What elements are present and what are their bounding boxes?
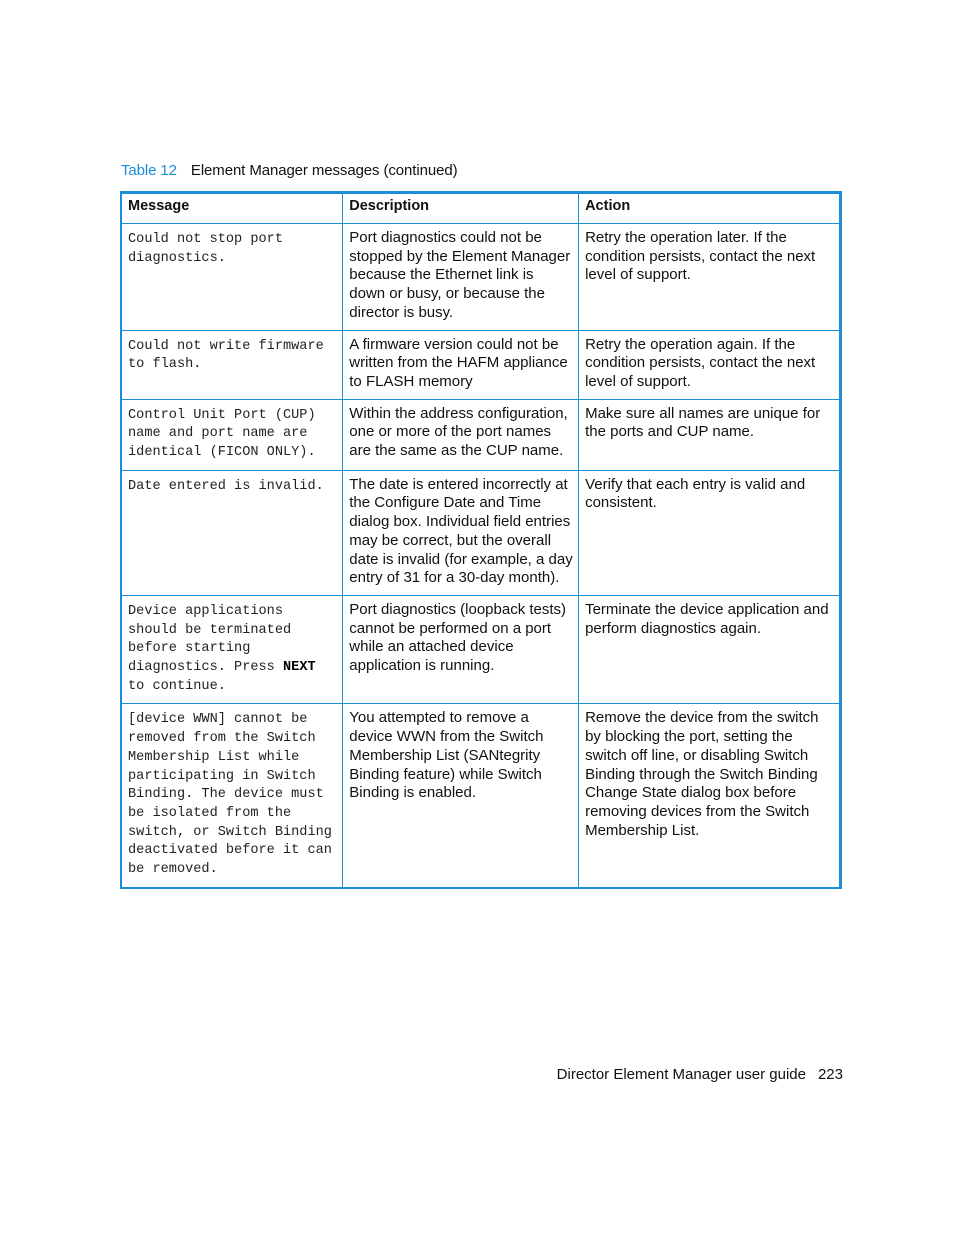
table-title: Element Manager messages (continued) [190, 162, 458, 179]
header-description: Description [343, 193, 579, 224]
message-text: Device applications should be terminated before starting diagnostics. Press [128, 603, 292, 676]
table-row [121, 704, 841, 888]
guide-title: Director Element Manager user guide [556, 1066, 806, 1083]
table-row [121, 399, 841, 470]
message-text: to continue. [128, 678, 226, 694]
action-cell: Remove the device from the switch by blocking the port, setting the switch off line, or disabling Switch Binding through the Switch Binding Change State dialog box before removing devices from the Switch Membership List. [579, 704, 841, 888]
action-cell: Retry the operation later. If the condition persists, contact the next level of support. [579, 224, 841, 331]
table-number-label: Table 12 [121, 162, 177, 179]
description-cell: A firmware version could not be written from the HAFM appliance to FLASH memory [343, 330, 579, 399]
header-action: Action [579, 193, 841, 224]
table-row [121, 470, 841, 595]
message-cell [121, 595, 343, 704]
header-message: Message [121, 193, 343, 224]
message-cell: Could not stop port diagnostics. [121, 224, 343, 331]
table-header-row [121, 193, 841, 224]
message-cell: [device WWN] cannot be removed from the Switch Membership List while participating in Switch Binding. The device must be isolated from the switch, or Switch Binding deactivated before it can be removed. [121, 704, 343, 888]
description-cell: You attempted to remove a device WWN from the Switch Membership List (SANtegrity Binding feature) while Switch Binding is enabled. [343, 704, 579, 888]
table-row [121, 224, 841, 331]
message-cell: Could not write firmware to flash. [121, 330, 343, 399]
description-cell: Port diagnostics (loopback tests) cannot be performed on a port while an attached device application is running. [343, 595, 579, 704]
page-number: 223 [817, 1066, 843, 1083]
action-cell: Terminate the device application and perform diagnostics again. [579, 595, 841, 704]
next-keyword: NEXT [283, 660, 316, 676]
description-cell: Port diagnostics could not be stopped by the Element Manager because the Ethernet link is down or busy, or because the director is busy. [343, 224, 579, 331]
action-cell: Make sure all names are unique for the ports and CUP name. [579, 399, 841, 470]
description-cell: Within the address configuration, one or more of the port names are the same as the CUP name. [343, 399, 579, 470]
page-footer [557, 1066, 843, 1083]
table-caption [121, 162, 457, 179]
messages-table [120, 191, 842, 889]
description-cell: The date is entered incorrectly at the Configure Date and Time dialog box. Individual field entries may be correct, but the overall date is invalid (for example, a day entry of 31 for a 30-day month). [343, 470, 579, 595]
table-row [121, 330, 841, 399]
action-cell: Verify that each entry is valid and consistent. [579, 470, 841, 595]
message-cell: Control Unit Port (CUP) name and port name are identical (FICON ONLY). [121, 399, 343, 470]
table-row [121, 595, 841, 704]
message-cell: Date entered is invalid. [121, 470, 343, 595]
action-cell: Retry the operation again. If the condition persists, contact the next level of support. [579, 330, 841, 399]
